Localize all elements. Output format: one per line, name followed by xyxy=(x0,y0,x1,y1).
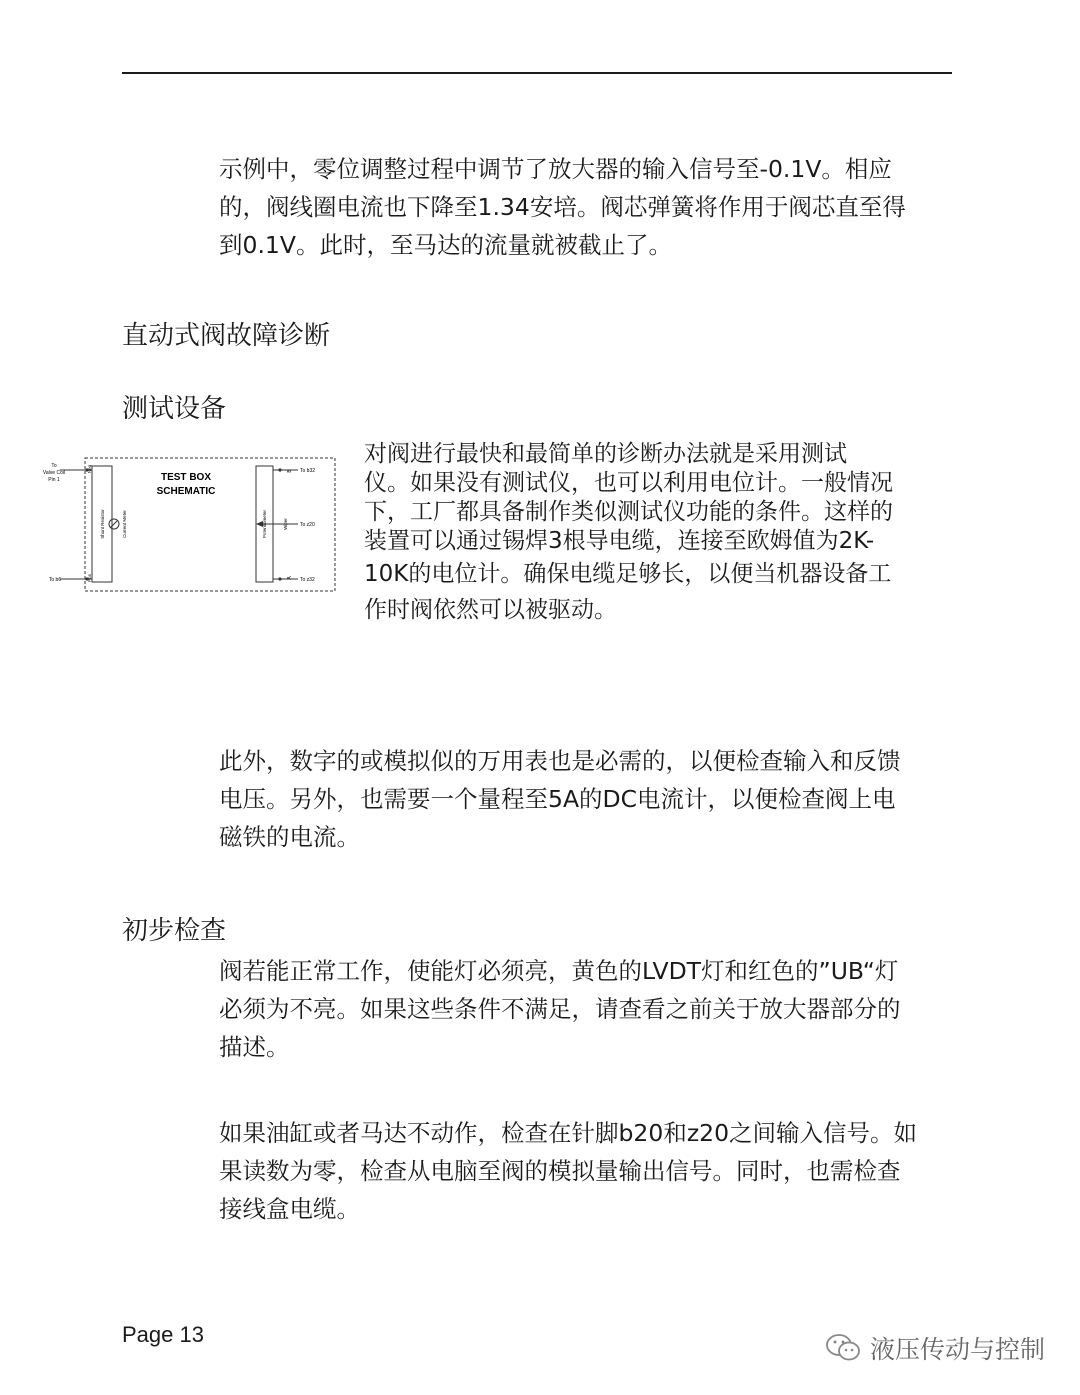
schematic-title-2: SCHEMATIC xyxy=(156,486,216,497)
schematic-title-1: TEST BOX xyxy=(160,472,212,483)
label-pos: Pos xyxy=(87,574,92,582)
paragraph-line: 的，阀线圈电流也下降至1.34安培。阀芯弹簧将作用于阀芯直至得 xyxy=(219,193,906,221)
paragraph-line: 到0.1V。此时，至马达的流量就被截止了。 xyxy=(219,231,672,259)
paragraph-line: 描述。 xyxy=(219,1033,290,1061)
label-valve-coil: Valve Coil xyxy=(42,470,66,476)
paragraph-line: 阀若能正常工作，使能灯必须亮，黄色的LVDT灯和红色的”UB“灯 xyxy=(219,957,899,985)
paragraph-line: 10K的电位计。确保电缆足够长，以便当机器设备工 xyxy=(364,561,892,587)
label-to-b6: To b6 xyxy=(48,577,62,583)
test-box-schematic xyxy=(30,452,340,602)
paragraph-4 xyxy=(219,952,901,1066)
heading-test-equipment: 测试设备 xyxy=(122,394,227,424)
label-a: A xyxy=(287,576,293,580)
paragraph-line: 示例中，零位调整过程中调节了放大器的输入信号至-0.1V。相应 xyxy=(219,155,892,183)
paragraph-1 xyxy=(219,150,906,264)
watermark xyxy=(824,1330,1045,1366)
paragraph-line: 果读数为零，检查从电脑至阀的模拟量输出信号。同时，也需检查 xyxy=(219,1157,901,1185)
heading-preliminary-check: 初步检查 xyxy=(122,916,227,946)
label-potentiometer: Potentiometer xyxy=(262,509,267,539)
label-to-z32: To z32 xyxy=(300,577,315,583)
paragraph-line: 此外，数字的或模拟似的万用表也是必需的，以便检查输入和反馈 xyxy=(219,747,901,775)
paragraph-line: 作时阀依然可以被驱动。 xyxy=(364,597,617,623)
label-current-meter: Current Meter xyxy=(122,510,127,538)
paragraph-line: 接线盒电缆。 xyxy=(219,1195,360,1223)
paragraph-line: 电压。另外，也需要一个量程至5A的DC电流计，以便检查阀上电 xyxy=(219,785,896,813)
label-pin-1: Pin 1 xyxy=(48,477,60,483)
label-shunt-resistor: Shunt Resistor xyxy=(100,509,105,539)
label-neg: Neg xyxy=(87,464,92,474)
paragraph-line: 如果油缸或者马达不动作，检查在针脚b20和z20之间输入信号。如 xyxy=(219,1119,918,1147)
paragraph-3 xyxy=(219,742,901,856)
paragraph-line: 装置可以通过锡焊3根导电缆，连接至欧姆值为2K- xyxy=(364,528,875,554)
label-to: To xyxy=(51,463,57,469)
paragraph-5 xyxy=(219,1114,917,1228)
paragraph-line: 仪。如果没有测试仪，也可以利用电位计。一般情况 xyxy=(364,470,893,496)
page-number: Page 13 xyxy=(122,1322,204,1347)
paragraph-line: 对阀进行最快和最简单的诊断办法就是采用测试 xyxy=(364,441,847,467)
paragraph-2 xyxy=(364,440,893,628)
header-rule xyxy=(122,72,952,74)
paragraph-line: 磁铁的电流。 xyxy=(219,823,360,851)
label-to-b32: To b32 xyxy=(300,468,316,474)
watermark-text: 液压传动与控制 xyxy=(869,1335,1045,1364)
label-wiper: Wiper xyxy=(283,518,288,530)
paragraph-line: 下，工厂都具备制作类似测试仪功能的条件。这样的 xyxy=(364,499,893,525)
wechat-icon xyxy=(824,1332,862,1364)
heading-direct-valve-diagnosis: 直动式阀故障诊断 xyxy=(122,321,331,351)
paragraph-line: 必须为不亮。如果这些条件不满足，请查看之前关于放大器部分的 xyxy=(219,995,901,1023)
label-b: B xyxy=(287,469,293,473)
label-to-z20: To z20 xyxy=(300,522,315,528)
